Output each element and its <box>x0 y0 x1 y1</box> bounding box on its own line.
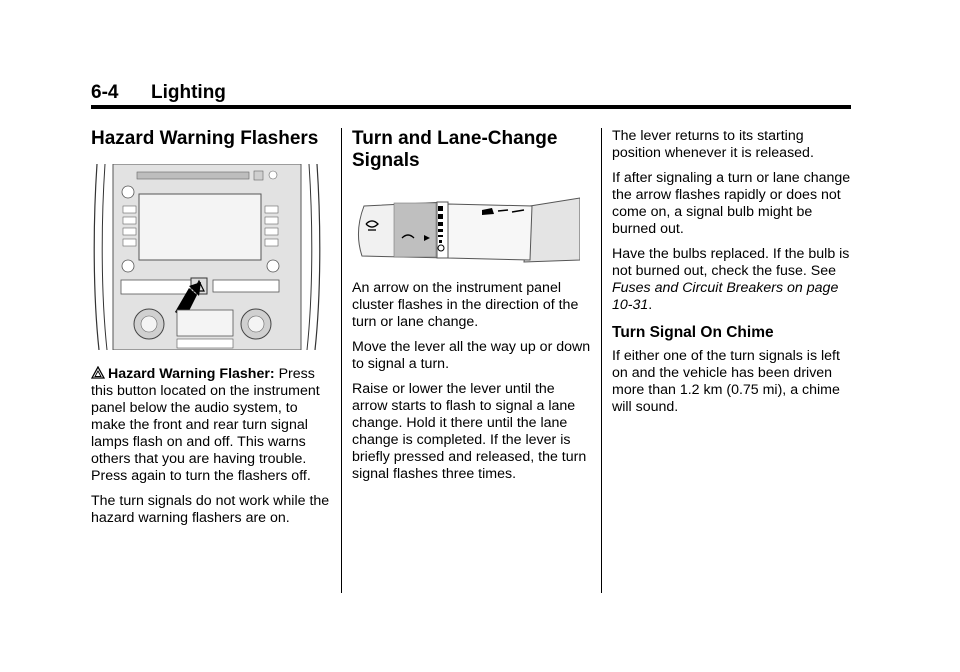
turn-para-3: Raise or lower the lever until the arrow starts to flash to signal a lane change. Hold it there until the lane change is completed. If the lever is briefly pressed and released, the turn signal flashes three times. <box>352 381 587 482</box>
column-divider-1 <box>341 128 342 593</box>
turn-signal-heading: Turn and Lane-Change Signals <box>352 128 558 171</box>
lever-return-para: The lever returns to its starting position whenever it is released. <box>612 128 814 161</box>
warning-triangle-icon <box>91 366 105 379</box>
turn-signal-lever-figure <box>352 186 580 266</box>
page-number: 6-4 <box>91 82 119 103</box>
turn-para-1: An arrow on the instrument panel cluster flashes in the direction of the turn or lane change. <box>352 280 579 330</box>
section-title: Lighting <box>151 82 226 103</box>
column-divider-2 <box>601 128 602 593</box>
chime-subheading: Turn Signal On Chime <box>612 324 774 341</box>
bulb-replace-end: . <box>648 297 653 313</box>
chime-para: If either one of the turn signals is left on and the vehicle has been driven more than 1.2 km (0.75 mi), a chime will sound. <box>612 348 840 415</box>
hazard-caption <box>91 366 331 485</box>
bulb-burned-out-para: If after signaling a turn or lane change the arrow flashes rapidly or does not come on, a signal bulb might be burned out. <box>612 170 851 237</box>
hazard-heading: Hazard Warning Flashers <box>91 128 319 149</box>
column-3 <box>612 128 852 424</box>
column-2 <box>352 128 592 491</box>
page-header <box>91 82 851 106</box>
fuses-reference-link[interactable]: Fuses and Circuit Breakers on page 10-31 <box>612 280 839 313</box>
hazard-caption-body: Press this button located on the instrument panel below the audio system, to make the front and rear turn signal lamps flash on and off. This warns others that you are having trouble. Press again to turn the flashers off. <box>91 366 320 484</box>
turn-para-2: Move the lever all the way up or down to signal a turn. <box>352 339 591 372</box>
bulb-replace-para <box>612 246 852 314</box>
hazard-button-figure <box>91 164 323 350</box>
header-rule <box>91 105 851 109</box>
hazard-para-2: The turn signals do not work while the hazard warning flashers are on. <box>91 493 330 526</box>
bulb-replace-text: Have the bulbs replaced. If the bulb is not burned out, check the fuse. See <box>612 246 850 279</box>
hazard-caption-head: Hazard Warning Flasher: <box>108 366 275 382</box>
column-1 <box>91 128 331 535</box>
